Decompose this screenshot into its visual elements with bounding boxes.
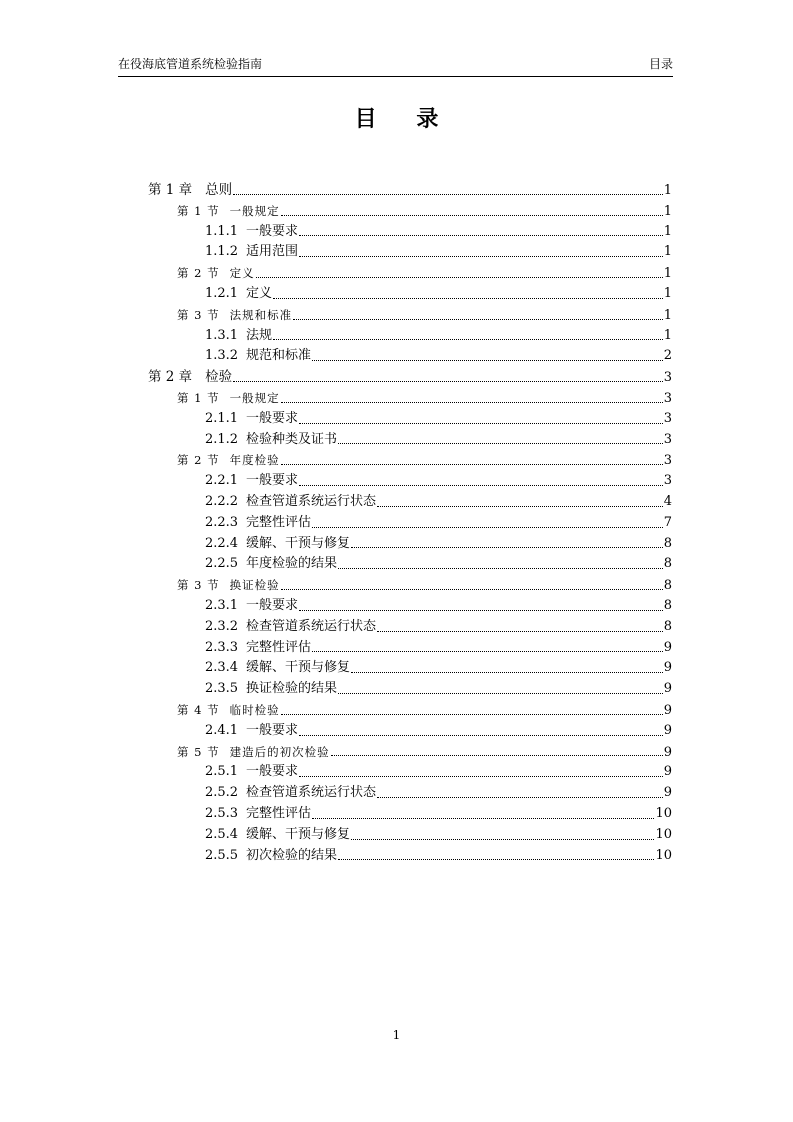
toc-entry[interactable] — [148, 721, 672, 742]
toc-entry-page: 9 — [663, 660, 672, 676]
toc-entry-page: 3 — [663, 410, 672, 426]
toc-entry-page: 10 — [655, 847, 672, 863]
toc-entry-page: 9 — [663, 702, 672, 718]
toc-entry[interactable] — [148, 305, 672, 326]
toc-entry[interactable] — [148, 679, 672, 700]
toc-entry-page: 3 — [663, 390, 672, 406]
toc-entry-number: 第 4 节 — [177, 702, 220, 717]
section-label: 目录 — [648, 57, 673, 71]
toc-entry-number: 2.2.4 — [205, 535, 239, 551]
toc-entry-page: 2 — [663, 348, 672, 364]
toc-entry-page: 8 — [663, 618, 672, 634]
dot-leader — [377, 797, 663, 798]
dot-leader — [233, 381, 663, 382]
toc-entry-page: 8 — [663, 535, 672, 551]
dot-leader — [256, 277, 663, 278]
toc-entry[interactable] — [148, 534, 672, 555]
dot-leader — [338, 693, 663, 694]
dot-leader — [281, 464, 663, 465]
toc-entry-title: 一般要求 — [246, 722, 299, 738]
toc-entry-title: 检查管道系统运行状态 — [246, 785, 377, 801]
toc-entry-title: 检查管道系统运行状态 — [246, 618, 377, 634]
toc-entry-page: 4 — [663, 493, 672, 509]
toc-entry-number: 第 2 章 — [148, 369, 193, 386]
toc-entry-title: 缓解、干预与修复 — [246, 535, 351, 551]
toc-entry-page: 3 — [663, 431, 672, 447]
toc-entry-page: 7 — [663, 514, 672, 530]
toc-entry-number: 第 5 节 — [177, 744, 220, 759]
toc-entry-title: 法规和标准 — [229, 307, 293, 322]
toc-entry-number: 第 3 节 — [177, 578, 220, 593]
toc-entry[interactable] — [148, 762, 672, 783]
toc-entry-page: 1 — [663, 266, 672, 282]
toc-entry-page: 9 — [663, 744, 672, 760]
toc-entry-title: 一般要求 — [246, 473, 299, 489]
toc-entry-title: 建造后的初次检验 — [229, 744, 330, 759]
toc-entry[interactable] — [148, 658, 672, 679]
toc-entry[interactable] — [148, 554, 672, 575]
toc-entry-number: 2.4.1 — [205, 722, 239, 738]
toc-entry-number: 2.3.4 — [205, 660, 239, 676]
dot-leader — [312, 651, 663, 652]
dot-leader — [299, 235, 663, 236]
toc-entry-page: 1 — [663, 307, 672, 323]
toc-entry-page: 1 — [663, 285, 672, 301]
toc-entry-number: 2.2.5 — [205, 556, 239, 572]
toc-entry[interactable] — [148, 846, 672, 867]
toc-entry-number: 2.3.1 — [205, 597, 239, 613]
toc-entry-number: 2.5.1 — [205, 764, 239, 780]
toc-entry[interactable] — [148, 471, 672, 492]
toc-entry-number: 2.1.2 — [205, 431, 239, 447]
toc-entry-number: 1.3.1 — [205, 327, 239, 343]
dot-leader — [299, 256, 663, 257]
dot-leader — [299, 776, 663, 777]
dot-leader — [299, 735, 663, 736]
dot-leader — [331, 755, 663, 756]
dot-leader — [351, 839, 654, 840]
toc-entry-page: 8 — [663, 556, 672, 572]
toc-entry-number: 第 2 节 — [177, 266, 220, 281]
toc-entry-title: 一般规定 — [229, 390, 280, 405]
toc-entry-title: 适用范围 — [246, 244, 299, 260]
toc-entry-title: 总则 — [205, 182, 233, 198]
dot-leader — [312, 527, 663, 528]
toc-entry-title: 一般规定 — [229, 203, 280, 218]
toc-entry-number: 1.2.1 — [205, 285, 239, 301]
toc-entry[interactable] — [148, 388, 672, 409]
toc-entry-page: 1 — [663, 203, 672, 219]
toc-entry-title: 定义 — [229, 266, 255, 281]
toc-entry-page: 1 — [663, 223, 672, 239]
dot-leader — [312, 360, 663, 361]
toc-entry[interactable] — [148, 638, 672, 659]
toc-entry-title: 定义 — [246, 285, 273, 301]
toc-entry-number: 1.1.2 — [205, 244, 239, 260]
dot-leader — [377, 506, 663, 507]
toc-entry-title: 一般要求 — [246, 764, 299, 780]
toc-entry[interactable] — [148, 450, 672, 471]
toc-entry-number: 第 1 章 — [148, 182, 193, 198]
toc-entry-page: 1 — [663, 244, 672, 260]
dot-leader — [281, 402, 663, 403]
dot-leader — [299, 423, 663, 424]
dot-leader — [281, 714, 663, 715]
toc-entry-page: 3 — [663, 453, 672, 469]
toc-entry-title: 一般要求 — [246, 597, 299, 613]
dot-leader — [233, 194, 663, 195]
toc-entry-title: 换证检验 — [229, 578, 280, 593]
toc-entry-title: 检查管道系统运行状态 — [246, 493, 377, 509]
toc-entry-number: 1.1.1 — [205, 223, 239, 239]
toc-entry-page: 8 — [663, 578, 672, 594]
toc-entry-title: 检验 — [205, 369, 233, 386]
toc-entry-page: 9 — [663, 639, 672, 655]
toc-entry-page: 3 — [663, 473, 672, 489]
toc-entry[interactable] — [148, 804, 672, 825]
toc-entry-page: 10 — [655, 805, 672, 821]
toc-entry-page: 9 — [663, 785, 672, 801]
toc-entry-title: 法规 — [246, 327, 273, 343]
dot-leader — [351, 547, 663, 548]
toc-entry-page: 9 — [663, 764, 672, 780]
dot-leader — [338, 568, 663, 569]
toc-entry[interactable] — [148, 284, 672, 305]
toc-entry[interactable] — [148, 222, 672, 243]
toc-entry[interactable] — [148, 492, 672, 513]
toc-entry-number: 2.1.1 — [205, 410, 239, 426]
toc-entry[interactable] — [148, 742, 672, 763]
toc-entry[interactable] — [148, 513, 672, 534]
toc-entry-number: 2.3.5 — [205, 681, 239, 697]
dot-leader — [338, 443, 663, 444]
dot-leader — [299, 610, 663, 611]
toc-entry[interactable] — [148, 409, 672, 430]
toc-entry-number: 第 1 节 — [177, 390, 220, 405]
page-title: 目 录 — [354, 107, 455, 132]
toc-entry-page: 10 — [655, 826, 672, 842]
dot-leader — [281, 215, 663, 216]
toc-entry[interactable] — [148, 783, 672, 804]
toc-entry[interactable] — [148, 201, 672, 222]
dot-leader — [338, 859, 654, 860]
toc-entry-number: 第 1 节 — [177, 203, 220, 218]
toc-entry-page: 8 — [663, 597, 672, 613]
toc-entry-number: 2.5.2 — [205, 785, 239, 801]
toc-entry-title: 缓解、干预与修复 — [246, 660, 351, 676]
toc-entry-number: 2.2.2 — [205, 493, 239, 509]
dot-leader — [312, 818, 654, 819]
toc-entry[interactable] — [148, 367, 672, 388]
toc-entry-title: 完整性评估 — [246, 805, 312, 821]
toc-entry-title: 完整性评估 — [246, 639, 312, 655]
toc-entry-number: 2.3.2 — [205, 618, 239, 634]
toc-entry-page: 9 — [663, 681, 672, 697]
toc-entry-page: 1 — [663, 183, 672, 198]
dot-leader — [351, 672, 663, 673]
dot-leader — [293, 319, 663, 320]
toc-entry-title: 缓解、干预与修复 — [246, 826, 351, 842]
toc-entry-number: 第 3 节 — [177, 307, 220, 322]
toc-entry-title: 规范和标准 — [246, 348, 312, 364]
document-title: 在役海底管道系统检验指南 — [118, 57, 263, 71]
dot-leader — [273, 298, 663, 299]
toc-entry-page: 3 — [663, 370, 672, 386]
toc-entry[interactable] — [148, 180, 672, 201]
toc-entry[interactable] — [148, 596, 672, 617]
toc-entry[interactable] — [148, 700, 672, 721]
toc-entry-page: 1 — [663, 327, 672, 343]
toc-entry-number: 1.3.2 — [205, 348, 239, 364]
toc-entry-number: 2.5.4 — [205, 826, 239, 842]
toc-entry-title: 一般要求 — [246, 223, 299, 239]
dot-leader — [377, 631, 663, 632]
toc-entry-title: 一般要求 — [246, 410, 299, 426]
toc-entry-number: 2.2.1 — [205, 473, 239, 489]
table-of-contents — [148, 180, 672, 866]
toc-entry[interactable] — [148, 617, 672, 638]
toc-entry[interactable] — [148, 825, 672, 846]
toc-entry-title: 检验种类及证书 — [246, 431, 338, 447]
toc-entry[interactable] — [148, 430, 672, 451]
toc-entry-number: 2.2.3 — [205, 514, 239, 530]
toc-entry-page: 9 — [663, 722, 672, 738]
toc-entry[interactable] — [148, 575, 672, 596]
page-header — [118, 56, 673, 77]
toc-entry-title: 年度检验 — [229, 453, 280, 468]
toc-entry[interactable] — [148, 263, 672, 284]
dot-leader — [281, 589, 663, 590]
dot-leader — [273, 339, 663, 340]
toc-entry[interactable] — [148, 346, 672, 367]
toc-entry-number: 2.5.5 — [205, 847, 239, 863]
toc-entry-title: 年度检验的结果 — [246, 556, 338, 572]
dot-leader — [299, 485, 663, 486]
toc-entry-number: 第 2 节 — [177, 453, 220, 468]
toc-entry-number: 2.5.3 — [205, 805, 239, 821]
toc-entry-number: 2.3.3 — [205, 639, 239, 655]
page-number: 1 — [392, 1028, 401, 1042]
toc-entry[interactable] — [148, 326, 672, 347]
toc-entry[interactable] — [148, 242, 672, 263]
toc-entry-title: 换证检验的结果 — [246, 681, 338, 697]
toc-entry-title: 完整性评估 — [246, 514, 312, 530]
toc-entry-title: 临时检验 — [229, 702, 280, 717]
toc-entry-title: 初次检验的结果 — [246, 847, 338, 863]
